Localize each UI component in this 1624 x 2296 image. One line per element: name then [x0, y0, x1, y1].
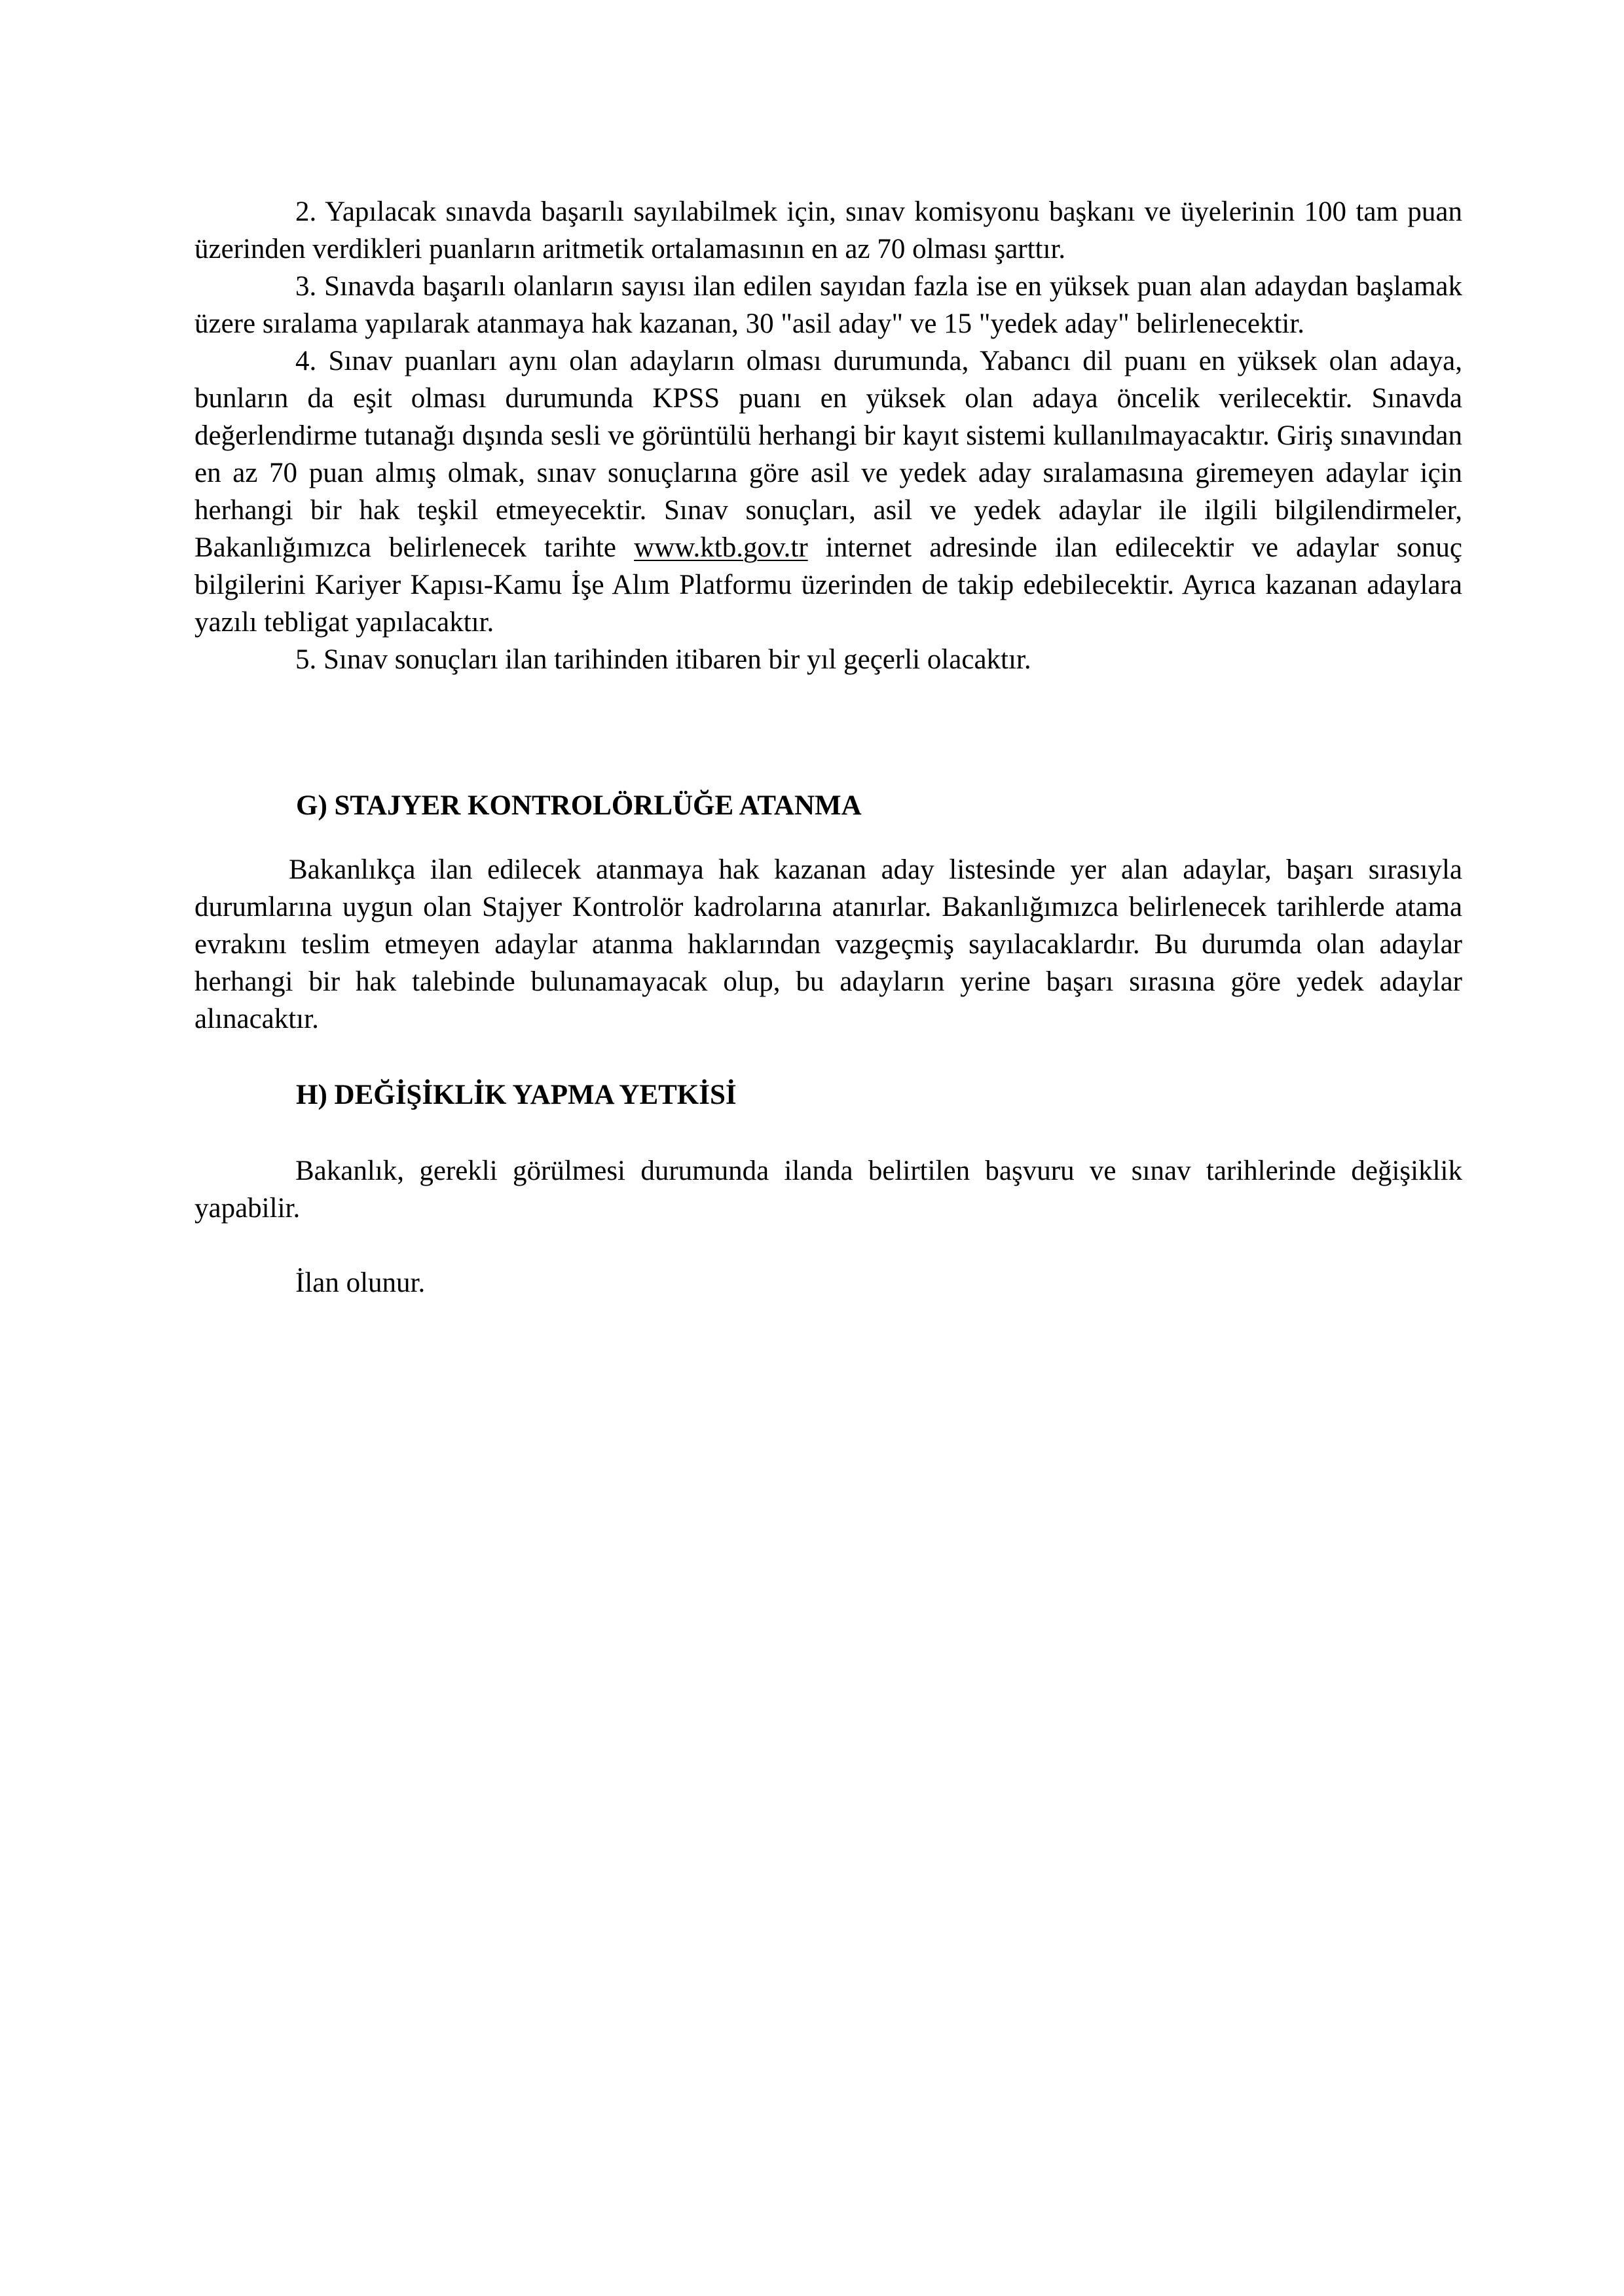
section-g-heading: G) STAJYER KONTROLÖRLÜĞE ATANMA [296, 790, 862, 821]
item-3-paragraph: 3. Sınavda başarılı olanların sayısı ilan edilen sayıdan fazla ise en yüksek puan alan adaydan başlamak üzere sıralama yapılarak atanmaya hak kazanan, 30 "asil aday" ve 15 "yedek aday" belirlenecektir. [194, 271, 1462, 339]
section-h-block [194, 1152, 1462, 1227]
section-h-paragraph: Bakanlık, gerekli görülmesi durumunda ilanda belirtilen başvuru ve sınav tarihlerinde değişiklik yapabilir. [194, 1156, 1462, 1224]
item-5-paragraph: 5. Sınav sonuçları ilan tarihinden itibaren bir yıl geçerli olacaktır. [295, 644, 1031, 675]
item-2-paragraph: 2. Yapılacak sınavda başarılı sayılabilmek için, sınav komisyonu başkanı ve üyelerinin 100 tam puan üzerinden verdikleri puanların aritmetik ortalamasının en az 70 olması şarttır. [194, 196, 1462, 264]
item-4-text-after-link: internet adresinde ilan edilecektir ve adaylar sonuç bilgilerini Kariyer Kapısı-Kamu İşe Alım Platformu üzerinden de takip edebilecektir. Ayrıca kazanan adaylara yazılı tebligat yapılacaktır. [194, 532, 1462, 638]
item-4-paragraph [194, 342, 1462, 641]
closing-block [194, 1264, 1462, 1302]
closing-text: İlan olunur. [295, 1267, 426, 1298]
ktb-website-link[interactable]: www.ktb.gov.tr [634, 532, 808, 563]
section-h-heading: H) DEĞİŞİKLİK YAPMA YETKİSİ [296, 1080, 737, 1110]
section-g-paragraph: Bakanlıkça ilan edilecek atanmaya hak kazanan aday listesinde yer alan adaylar, başarı sırasıyla durumlarına uygun olan Stajyer Kontrolör kadrolarına atanırlar. Bakanlığımızca belirlenecek tarihlerde atama evrakını teslim etmeyen adaylar atanma haklarından vazgeçmiş sayılacaklardır. Bu durumda olan adaylar herhangi bir hak talebinde bulunamayacak olup, bu adayların yerine başarı sırasına göre yedek adaylar alınacaktır. [194, 854, 1462, 1034]
section-f-items [194, 193, 1462, 678]
section-g-block [194, 851, 1462, 1038]
item-4-text-before-link: 4. Sınav puanları aynı olan adayların olması durumunda, Yabancı dil puanı en yüksek olan adaya, bunların da eşit olması durumunda KPSS puanı en yüksek olan adaya öncelik verilecektir. Sınavda değerlendirme tutanağı dışında sesli ve görüntülü herhangi bir kayıt sistemi kullanılmayacaktır. Giriş sınavından en az 70 puan almış olmak, sınav sonuçlarına göre asil ve yedek aday sıralamasına giremeyen adaylar için herhangi bir hak teşkil etmeyecektir. Sınav sonuçları, asil ve yedek adaylar ile ilgili bilgilendirmeler, Bakanlığımızca belirlenecek tarihte [194, 346, 1462, 563]
